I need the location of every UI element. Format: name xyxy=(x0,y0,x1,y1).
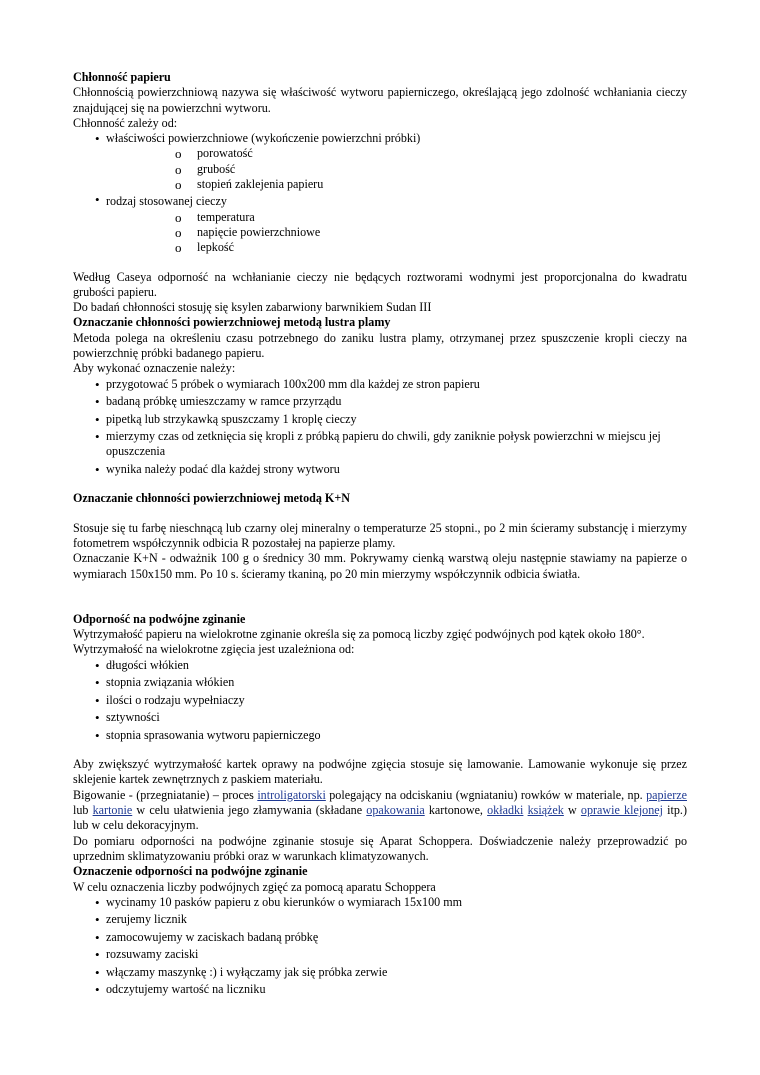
section-title-folding-endurance: Odporność na podwójne zginanie xyxy=(73,611,246,626)
list-item: • zerujemy licznik xyxy=(73,912,687,927)
list-item: • pipetką lub strzykawką spuszczamy 1 kroplę cieczy xyxy=(73,412,687,427)
link-oprawie-klejonej[interactable]: oprawie klejonej xyxy=(580,803,663,818)
paragraph: Stosuje się tu farbę nieschnącą lub czarny olej mineralny o temperaturze 25 stopni., po 2 min ścieramy substancję i mierzymy fotometrem współczynnik odbicia R pozostałej na papierze plamy. xyxy=(73,520,687,550)
link-introligatorski[interactable]: introligatorski xyxy=(257,787,326,802)
list-item: • sztywności xyxy=(73,710,687,725)
list-item: • mierzymy czas od zetknięcia się kropli z próbką papieru do chwili, gdy zaniknie połysk powierzchni w miejscu jej opuszczenia xyxy=(73,429,687,460)
link-kartonie[interactable]: kartonie xyxy=(92,803,133,818)
section-title-gloss-method: Oznaczanie chłonności powierzchniowej metodą lustra plamy xyxy=(73,315,391,330)
sub-list-item: o napięcie powierzchniowe xyxy=(106,225,687,240)
document-page xyxy=(73,70,687,1000)
paragraph: Do badań chłonności stosuję się ksylen zabarwiony barwnikiem Sudan III xyxy=(73,300,432,315)
sub-list xyxy=(106,146,687,192)
list-item: • zamocowujemy w zaciskach badaną próbkę xyxy=(73,930,687,945)
steps-list xyxy=(73,895,687,998)
list-item: • stopnia sprasowania wytworu papierniczego xyxy=(73,728,687,743)
factor-list xyxy=(73,131,687,255)
link-papierze[interactable]: papierze xyxy=(646,787,688,802)
link-ksiazek[interactable]: książek xyxy=(527,803,564,818)
list-item: • badaną próbkę umieszczamy w ramce przyrządu xyxy=(73,394,687,409)
section-title-folding-test: Oznaczenie odporności na podwójne zginanie xyxy=(73,864,308,879)
paragraph-bigowanie: Bigowanie - (przegniatanie) – proces introligatorski polegający na odciskaniu (wgniataniu) rowków w materiale, np. papierze lub kartonie w celu ułatwienia jego złamywania (składane opakowania kartonowe, okładki książek w oprawie klejonej itp.) lub w celu dekoracyjnym. xyxy=(73,787,688,833)
list-item: • rodzaj stosowanej cieczy o temperatura o napięcie powierzchniowe o lepkość xyxy=(73,192,687,255)
paragraph: Chłonność zależy od: xyxy=(73,115,178,130)
list-item: • wynika należy podać dla każdej strony wytworu xyxy=(73,462,687,477)
sub-list-item: o porowatość xyxy=(106,146,687,161)
list-item: • włączamy maszynkę :) i wyłączamy jak się próbka zerwie xyxy=(73,965,687,980)
paragraph: Do pomiaru odporności na podwójne zginanie stosuje się Aparat Schoppera. Doświadczenie należy przeprowadzić po uprzednim sklimatyzowaniu próbki oraz w warunkach klimatyzowanych. xyxy=(73,833,687,863)
list-item: • wycinamy 10 pasków papieru z obu kierunków o wymiarach 15x100 mm xyxy=(73,895,687,910)
steps-list xyxy=(73,377,687,478)
factor-list xyxy=(73,658,687,743)
paragraph: Wytrzymałość na wielokrotne zgięcia jest uzależniona od: xyxy=(73,642,355,657)
sub-list-item: o stopień zaklejenia papieru xyxy=(106,177,687,192)
sub-list-item: o lepkość xyxy=(106,240,687,255)
paragraph: Aby wykonać oznaczenie należy: xyxy=(73,361,236,376)
list-item: • stopnia związania włókien xyxy=(73,675,687,690)
paragraph: Chłonnością powierzchniową nazywa się właściwość wytworu papierniczego, określającą jego zdolność wchłaniania cieczy znajdującej się na powierzchni wytworu. xyxy=(73,85,687,115)
paragraph: Aby zwiększyć wytrzymałość kartek oprawy na podwójne zgięcia stosuje się lamowanie. Lamowanie wykonuje się przez sklejenie kartek zewnętrznych z paskiem materiału. xyxy=(73,757,687,787)
paragraph: Metoda polega na określeniu czasu potrzebnego do zaniku lustra plamy, otrzymanej przez spuszczenie kropli cieczy na powierzchnię próbki badanego papieru. xyxy=(73,330,687,361)
list-item: • rozsuwamy zaciski xyxy=(73,947,687,962)
sub-list xyxy=(106,210,687,256)
list-item: • odczytujemy wartość na liczniku xyxy=(73,982,687,997)
list-item: • przygotować 5 próbek o wymiarach 100x200 mm dla każdej ze stron papieru xyxy=(73,377,687,392)
paragraph: Wytrzymałość papieru na wielokrotne zginanie określa się za pomocą liczby zgięć podwójnych pod kątek około 180°. xyxy=(73,627,645,642)
list-item: • długości włókien xyxy=(73,658,687,673)
paragraph: Oznaczanie K+N - odważnik 100 g o średnicy 30 mm. Pokrywamy cienką warstwą oleju następnie stawiamy na papierze o wymiarach 150x150 mm. Po 10 s. ścieramy tkaniną, po 20 min mierzymy współczynnik odbicia światła. xyxy=(73,551,687,581)
link-opakowania[interactable]: opakowania xyxy=(366,803,425,818)
list-item: • właściwości powierzchniowe (wykończenie powierzchni próbki) o porowatość o grubość o stopień zaklejenia papieru xyxy=(73,131,687,192)
sub-list-item: o temperatura xyxy=(106,210,687,225)
paragraph: Według Caseya odporność na wchłanianie cieczy nie będących roztworami wodnymi jest proporcjonalna do kwadratu grubości papieru. xyxy=(73,269,687,299)
paragraph: W celu oznaczenia liczby podwójnych zgięć za pomocą aparatu Schoppera xyxy=(73,879,436,894)
list-item: • ilości o rodzaju wypełniaczy xyxy=(73,693,687,708)
section-title-absorbency: Chłonność papieru xyxy=(73,70,171,84)
link-okladki[interactable]: okładki xyxy=(487,803,524,818)
sub-list-item: o grubość xyxy=(106,162,687,177)
section-title-kn-method: Oznaczanie chłonności powierzchniowej metodą K+N xyxy=(73,491,350,506)
